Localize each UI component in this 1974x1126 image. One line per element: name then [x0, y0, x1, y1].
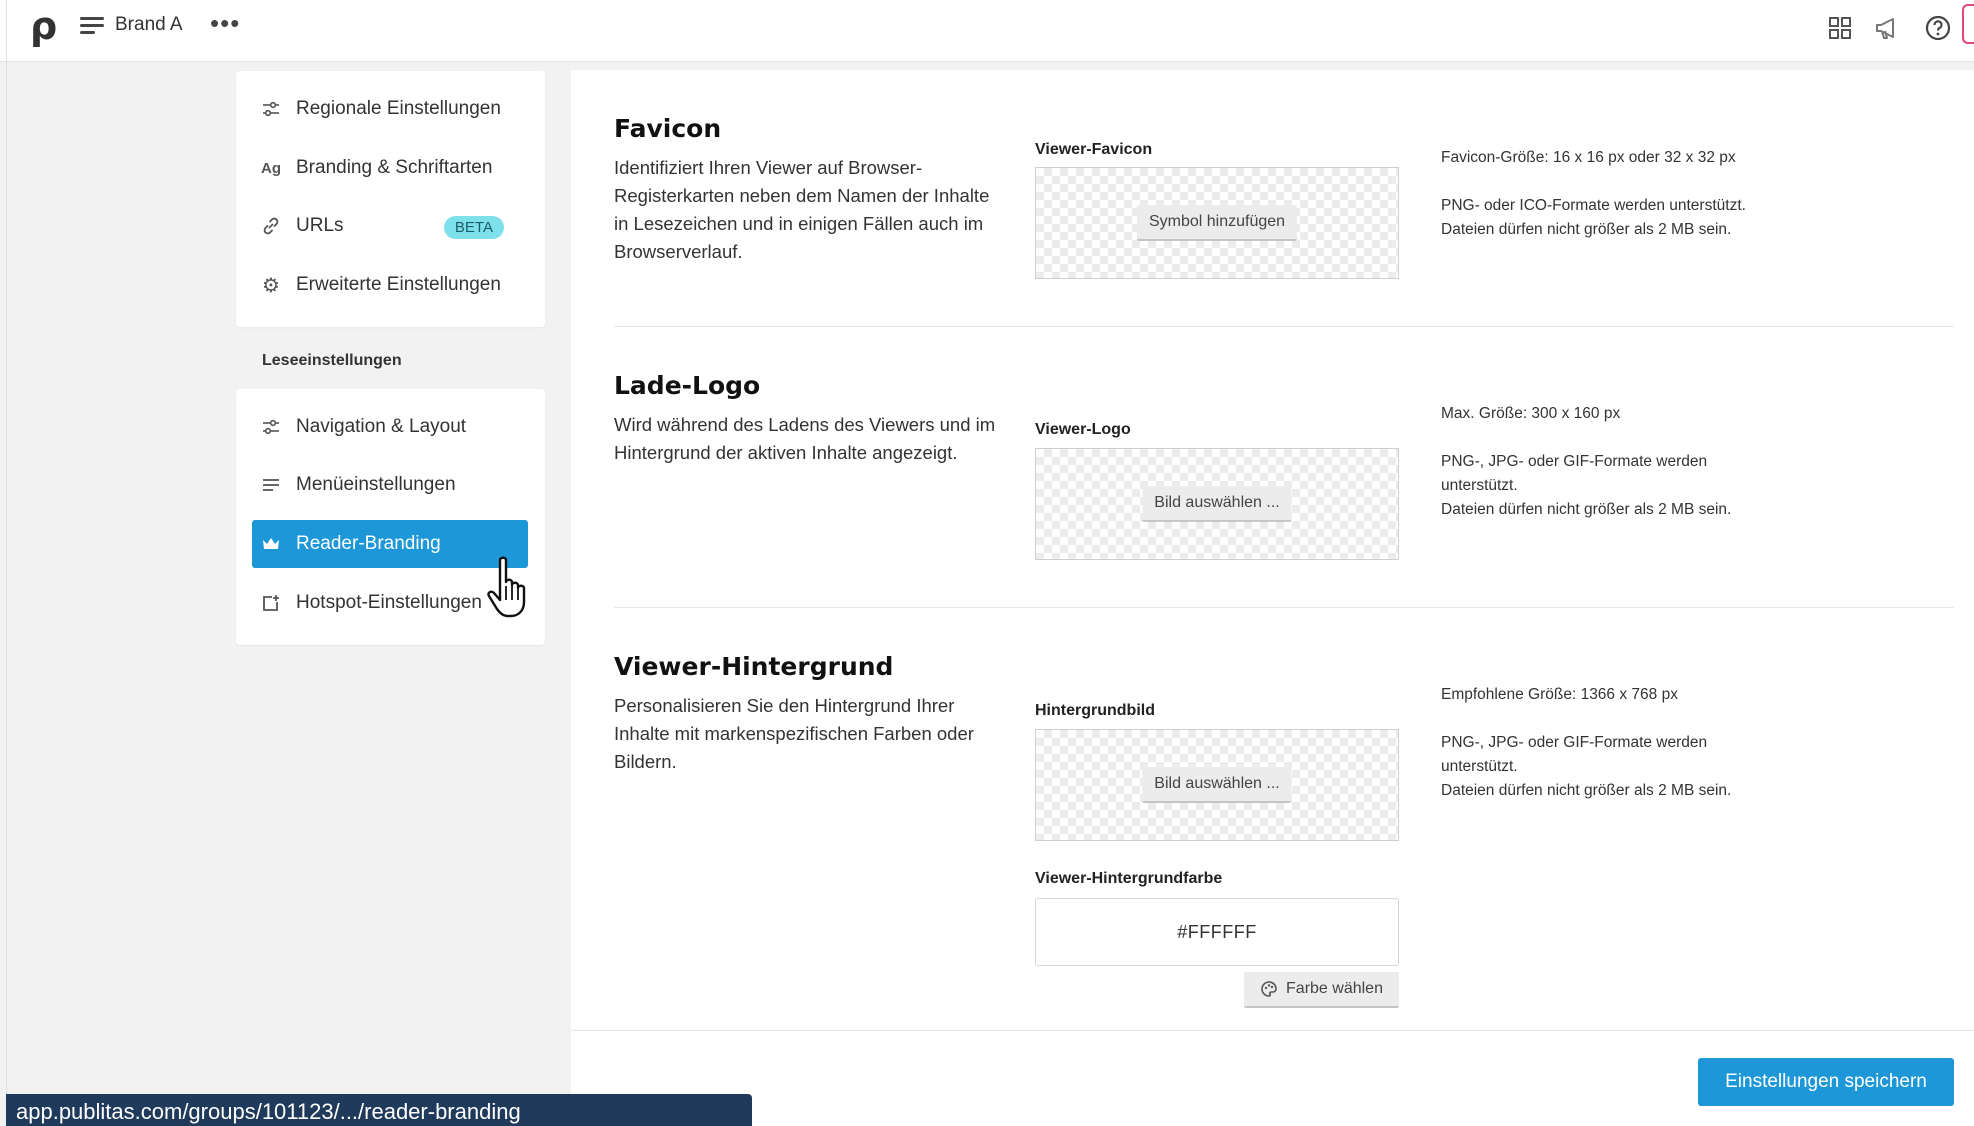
- logo-dropzone[interactable]: [1035, 448, 1399, 560]
- brand-selector[interactable]: Brand A: [115, 14, 183, 35]
- sidebar-item-label: Branding & Schriftarten: [296, 157, 493, 178]
- hamburger-menu-icon[interactable]: [80, 16, 106, 36]
- footer-divider: [571, 1030, 1974, 1031]
- megaphone-icon[interactable]: [1873, 14, 1901, 42]
- font-icon: Ag: [261, 159, 281, 177]
- beta-badge: BETA: [444, 216, 504, 239]
- select-image-button[interactable]: Bild auswählen ...: [1142, 486, 1291, 522]
- logo-info: [1441, 402, 1781, 522]
- info-size: Favicon-Größe: 16 x 16 px oder 32 x 32 px: [1441, 149, 1736, 166]
- sidebar-item-regional[interactable]: [252, 85, 528, 133]
- link-icon: [260, 215, 282, 237]
- field-label: Hintergrundbild: [1035, 702, 1155, 719]
- section-description: Wird während des Ladens des Viewers und im Hintergrund der aktiven Inhalte angezeigt.: [614, 414, 996, 463]
- sidebar-item-label: Menüeinstellungen: [296, 474, 456, 495]
- sidebar-item-label: Erweiterte Einstellungen: [296, 274, 501, 295]
- hotspot-icon: [260, 592, 282, 614]
- crown-icon: [260, 533, 282, 555]
- info-size: Empfohlene Größe: 1366 x 768 px: [1441, 686, 1678, 703]
- palette-icon: [1260, 980, 1278, 998]
- app-logo[interactable]: ρ: [30, 4, 58, 48]
- save-settings-button[interactable]: Einstellungen speichern: [1698, 1058, 1954, 1106]
- menu-icon: [260, 474, 282, 496]
- info-filesize: Dateien dürfen nicht größer als 2 MB sein.: [1441, 221, 1732, 238]
- sidebar-item-label: Navigation & Layout: [296, 416, 467, 437]
- info-formats: PNG- oder ICO-Formate werden unterstützt.: [1441, 197, 1746, 214]
- sliders-icon: [260, 98, 282, 120]
- section-title: Lade-Logo: [614, 371, 761, 400]
- sidebar-item-urls[interactable]: [252, 202, 528, 250]
- sidebar-item-navigation-layout[interactable]: [252, 403, 528, 451]
- section-label-reading: Leseeinstellungen: [262, 352, 402, 369]
- sidebar-item-label: URLs: [296, 215, 344, 236]
- sidebar-item-label: Reader-Branding: [296, 533, 441, 554]
- top-bar: [0, 0, 1974, 62]
- background-dropzone[interactable]: [1035, 729, 1399, 841]
- favicon-info: [1441, 146, 1746, 242]
- section-title: Favicon: [614, 114, 722, 143]
- background-color-input[interactable]: #FFFFFF: [1035, 898, 1399, 966]
- select-image-button[interactable]: Bild auswählen ...: [1142, 767, 1291, 803]
- info-filesize: Dateien dürfen nicht größer als 2 MB sein.: [1441, 501, 1732, 518]
- status-url-bar: app.publitas.com/groups/101123/.../reader-branding: [6, 1094, 752, 1126]
- help-icon[interactable]: [1924, 14, 1952, 42]
- sliders-icon: [260, 416, 282, 438]
- hand-cursor-icon: [486, 556, 538, 622]
- info-formats: PNG-, JPG- oder GIF-Formate werden unterstützt.: [1441, 453, 1708, 494]
- grid-icon[interactable]: [1826, 14, 1854, 42]
- left-border: [6, 0, 7, 1126]
- section-description: Identifiziert Ihren Viewer auf Browser-Registerkarten neben dem Namen der Inhalte in Lesezeichen und in einigen Fällen auch im Browserverlauf.: [614, 157, 990, 262]
- info-filesize: Dateien dürfen nicht größer als 2 MB sein.: [1441, 782, 1732, 799]
- section-description: Personalisieren Sie den Hintergrund Ihrer Inhalte mit markenspezifischen Farben oder Bildern.: [614, 695, 974, 772]
- settings-nav-card: [236, 71, 545, 327]
- field-label: Viewer-Logo: [1035, 421, 1131, 438]
- more-options-icon[interactable]: •••: [210, 8, 241, 38]
- divider: [614, 607, 1954, 608]
- favicon-dropzone[interactable]: [1035, 167, 1399, 279]
- sidebar-item-advanced[interactable]: [252, 261, 528, 309]
- gear-icon: ⚙: [262, 273, 280, 297]
- background-info: [1441, 683, 1781, 803]
- sidebar-item-label: Regionale Einstellungen: [296, 98, 501, 119]
- add-icon-button[interactable]: Symbol hinzufügen: [1137, 205, 1297, 241]
- sidebar-item-label: Hotspot-Einstellungen: [296, 592, 482, 613]
- section-title: Viewer-Hintergrund: [614, 652, 894, 681]
- info-size: Max. Größe: 300 x 160 px: [1441, 405, 1621, 422]
- sidebar-item-menu-settings[interactable]: [252, 461, 528, 509]
- sidebar-item-branding-fonts[interactable]: [252, 144, 528, 192]
- account-button[interactable]: [1962, 4, 1974, 44]
- divider: [614, 326, 1954, 327]
- choose-color-button[interactable]: [1244, 972, 1399, 1008]
- field-label: Viewer-Favicon: [1035, 141, 1153, 158]
- color-field-label: Viewer-Hintergrundfarbe: [1035, 870, 1223, 887]
- choose-color-label: Farbe wählen: [1286, 980, 1383, 997]
- info-formats: PNG-, JPG- oder GIF-Formate werden unterstützt.: [1441, 734, 1708, 775]
